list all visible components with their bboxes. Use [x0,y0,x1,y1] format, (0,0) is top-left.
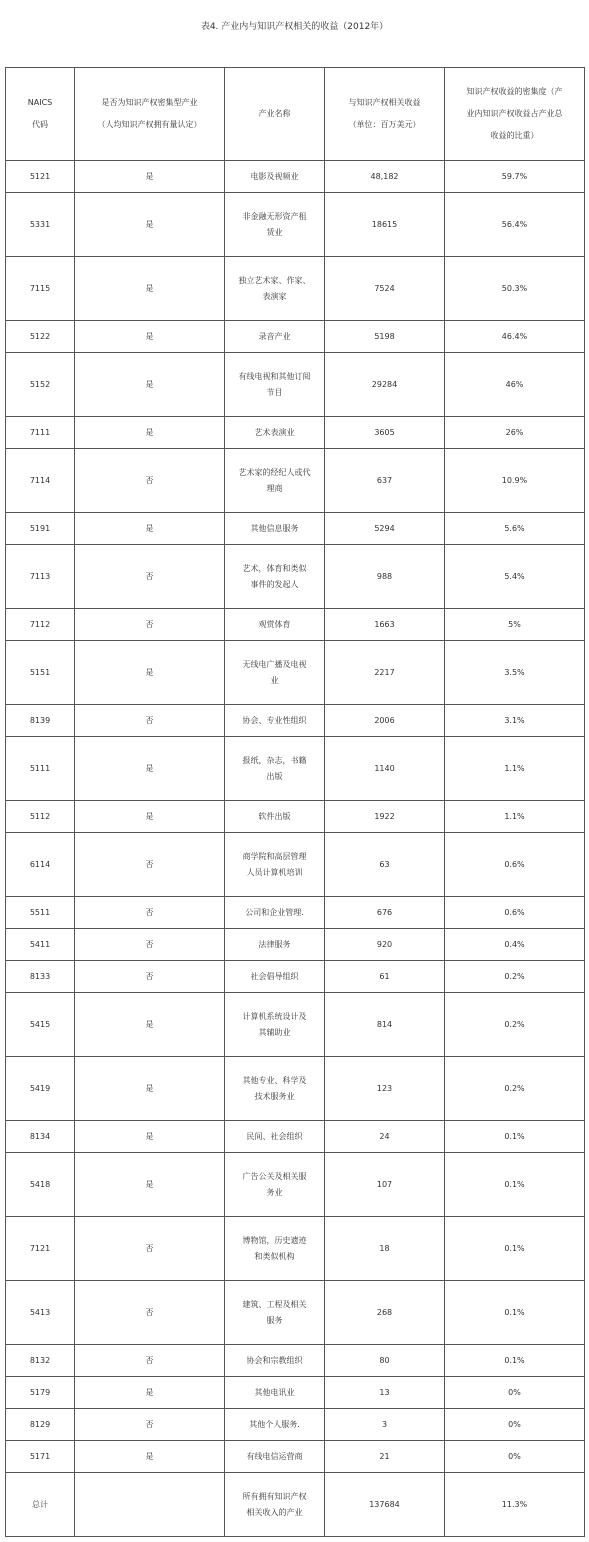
industry-name-cell [225,1121,325,1153]
ip-revenue-cell: 920 [325,929,445,961]
table-row [6,609,585,641]
ip-intensive-cell: 否 [75,929,225,961]
ip-intensive-cell: 是 [75,993,225,1057]
industry-name-line: 法律服务 [258,939,291,949]
table-row [6,961,585,993]
industry-name-line: 务业 [266,1187,283,1197]
industry-name-line: 无线电广播及电视 [242,659,307,669]
ip-revenue-cell: 5294 [325,513,445,545]
industry-name-line: 所有拥有知识产权 [242,1491,307,1501]
table-row [6,161,585,193]
industry-name-line: 报纸，杂志，书籍 [242,755,307,765]
ip-revenue-cell: 676 [325,897,445,929]
table-row [6,1281,585,1345]
naics-code-cell: 7113 [6,545,75,609]
table-row [6,897,585,929]
industry-name-line: 艺术，体育和类似 [242,563,307,573]
header-revenue-line1: 与知识产权相关收益 [348,98,421,107]
industry-name-line: 有线电信运营商 [246,1451,303,1461]
ip-revenue-cell: 123 [325,1057,445,1121]
ip-intensive-cell: 是 [75,353,225,417]
ip-revenue-cell: 5198 [325,321,445,353]
industry-name-line: 建筑、工程及相关 [242,1299,307,1309]
ip-revenue-cell: 1663 [325,609,445,641]
header-naics-code [6,68,75,161]
ip-intensive-cell: 否 [75,897,225,929]
industry-name-cell [225,1345,325,1377]
ip-density-cell: 0.6% [445,833,585,897]
industry-name-line: 其他个人服务. [249,1419,300,1429]
industry-name-line: 其他专业、科学及 [242,1075,307,1085]
industry-name-line: 相关收入的产业 [246,1507,303,1517]
ip-density-cell: 5.6% [445,513,585,545]
industry-name-cell [225,801,325,833]
industry-name-line: 电影及视频业 [250,171,299,181]
industry-name-cell [225,705,325,737]
industry-name-cell [225,321,325,353]
industry-name-line: 公司和企业管理. [245,907,304,917]
table-row [6,417,585,449]
ip-density-cell: 3.1% [445,705,585,737]
industry-name-line: 非金融无形资产租 [242,211,307,221]
industry-name-cell [225,737,325,801]
table-row [6,929,585,961]
table-row [6,257,585,321]
ip-revenue-cell: 18615 [325,193,445,257]
ip-density-cell: 0.6% [445,897,585,929]
ip-revenue-cell: 107 [325,1153,445,1217]
industry-name-cell [225,1281,325,1345]
naics-code-cell: 5191 [6,513,75,545]
industry-name-line: 业 [270,675,279,685]
ip-revenue-cell: 137684 [325,1473,445,1537]
ip-density-cell: 46.4% [445,321,585,353]
industry-name-cell [225,1153,325,1217]
naics-code-cell: 8132 [6,1345,75,1377]
industry-name-cell [225,1441,325,1473]
ip-intensive-cell: 否 [75,449,225,513]
header-industry-label: 产业名称 [258,109,291,118]
industry-name-line: 协会、专业性组织 [242,715,307,725]
header-ip-intensive-line2: （人均知识产权拥有量认定） [97,120,202,129]
table-row [6,1121,585,1153]
table-row [6,1441,585,1473]
naics-code-cell: 5179 [6,1377,75,1409]
ip-intensive-cell: 是 [75,193,225,257]
industry-name-cell [225,1473,325,1537]
naics-code-cell: 5413 [6,1281,75,1345]
naics-code-cell: 5331 [6,193,75,257]
naics-code-cell: 7111 [6,417,75,449]
table-row [6,1377,585,1409]
header-ip-density [445,68,585,161]
naics-code-cell: 6114 [6,833,75,897]
naics-code-cell: 5112 [6,801,75,833]
ip-intensive-cell: 否 [75,1281,225,1345]
ip-density-cell: 46% [445,353,585,417]
ip-revenue-cell: 1140 [325,737,445,801]
table-row [6,1345,585,1377]
ip-density-cell: 26% [445,417,585,449]
table-row [6,449,585,513]
ip-density-cell: 0.1% [445,1121,585,1153]
ip-density-cell: 3.5% [445,641,585,705]
ip-revenue-cell: 13 [325,1377,445,1409]
industry-name-line: 表演家 [262,291,287,301]
industry-name-cell [225,833,325,897]
industry-name-cell [225,513,325,545]
ip-density-cell: 56.4% [445,193,585,257]
table-row [6,321,585,353]
ip-revenue-cell: 268 [325,1281,445,1345]
ip-revenue-cell: 3 [325,1409,445,1441]
industry-name-line: 和类似机构 [254,1251,295,1261]
table-row [6,193,585,257]
ip-intensive-cell: 否 [75,1217,225,1281]
ip-intensive-cell: 是 [75,1377,225,1409]
ip-revenue-cell: 2006 [325,705,445,737]
ip-revenue-cell: 814 [325,993,445,1057]
naics-code-cell: 5418 [6,1153,75,1217]
ip-density-cell: 50.3% [445,257,585,321]
industry-name-cell [225,417,325,449]
header-density-line3: 收益的比重） [490,131,539,140]
naics-code-cell: 5511 [6,897,75,929]
ip-intensive-cell: 否 [75,545,225,609]
ip-revenue-cell: 29284 [325,353,445,417]
header-naics-line2: 代码 [32,120,48,129]
industry-name-cell [225,161,325,193]
ip-density-cell: 0.1% [445,1345,585,1377]
ip-intensive-cell: 否 [75,1345,225,1377]
industry-name-line: 事件的发起人 [250,579,299,589]
naics-code-cell: 5151 [6,641,75,705]
ip-density-cell: 0.1% [445,1217,585,1281]
industry-name-line: 民间、社会组织 [246,1131,303,1141]
ip-revenue-cell: 18 [325,1217,445,1281]
industry-name-cell [225,449,325,513]
ip-revenue-cell: 80 [325,1345,445,1377]
ip-revenue-cell: 63 [325,833,445,897]
ip-density-cell: 0.1% [445,1153,585,1217]
ip-revenue-cell: 7524 [325,257,445,321]
industry-name-line: 艺术家的经纪人或代 [238,467,311,477]
ip-revenue-cell: 61 [325,961,445,993]
industry-name-cell [225,1409,325,1441]
ip-intensive-cell: 否 [75,961,225,993]
industry-name-cell [225,1057,325,1121]
industry-name-line: 其他电讯业 [254,1387,295,1397]
table-row [6,737,585,801]
industry-name-line: 其他信息服务 [250,523,299,533]
industry-name-cell [225,257,325,321]
ip-density-cell: 0% [445,1377,585,1409]
ip-intensive-cell: 是 [75,257,225,321]
naics-code-cell: 5415 [6,993,75,1057]
industry-name-line: 社会倡导组织 [250,971,299,981]
table-row [6,801,585,833]
table-row [6,353,585,417]
naics-code-cell: 5411 [6,929,75,961]
ip-intensive-cell: 否 [75,1409,225,1441]
ip-intensive-cell: 是 [75,737,225,801]
header-ip-intensive-line1: 是否为知识产权密集型产业 [101,98,198,107]
header-ip-revenue [325,68,445,161]
header-density-line2: 业内知识产权收益占产业总 [466,109,563,118]
ip-density-cell: 0.2% [445,1057,585,1121]
naics-code-cell: 5171 [6,1441,75,1473]
industry-name-line: 录音产业 [258,331,291,341]
industry-name-line: 软件出版 [258,811,291,821]
industry-name-cell [225,193,325,257]
ip-density-cell: 0% [445,1409,585,1441]
naics-code-cell: 5152 [6,353,75,417]
ip-density-cell: 1.1% [445,737,585,801]
industry-name-cell [225,641,325,705]
ip-intensive-cell: 否 [75,609,225,641]
ip-revenue-cell: 48,182 [325,161,445,193]
ip-intensive-cell: 是 [75,513,225,545]
ip-intensive-cell: 是 [75,161,225,193]
industry-name-line: 观赏体育 [258,619,291,629]
ip-revenue-cell: 2217 [325,641,445,705]
industry-name-line: 广告公关及相关服 [242,1171,307,1181]
industry-name-line: 艺术表演业 [254,427,295,437]
industry-name-cell [225,545,325,609]
ip-intensive-cell [75,1473,225,1537]
table-title: 表4. 产业内与知识产权相关的收益（2012年） [200,22,389,32]
industry-name-cell [225,609,325,641]
ip-revenue-cell: 988 [325,545,445,609]
ip-density-cell: 0.1% [445,1281,585,1345]
ip-intensive-cell: 否 [75,705,225,737]
naics-code-cell: 8134 [6,1121,75,1153]
industry-name-cell [225,929,325,961]
industry-name-line: 赁业 [266,227,283,237]
ip-density-cell: 11.3% [445,1473,585,1537]
ip-intensive-cell: 是 [75,641,225,705]
header-revenue-line2: （单位：百万美元） [348,120,421,129]
header-density-line1: 知识产权收益的密集度（产 [466,87,563,96]
table-row [6,641,585,705]
header-ip-intensive [75,68,225,161]
naics-code-cell: 8139 [6,705,75,737]
header-industry-name [225,68,325,161]
industry-name-line: 商学院和高层管理 [242,851,307,861]
table-row [6,545,585,609]
industry-name-line: 节目 [266,387,283,397]
naics-code-cell: 7114 [6,449,75,513]
industry-name-line: 出版 [266,771,283,781]
industry-name-cell [225,897,325,929]
industry-name-line: 有线电视和其他订阅 [238,371,311,381]
naics-code-cell: 8133 [6,961,75,993]
ip-intensive-cell: 是 [75,1441,225,1473]
table-row [6,1153,585,1217]
naics-code-cell: 7112 [6,609,75,641]
ip-intensive-cell: 是 [75,1121,225,1153]
table-row [6,513,585,545]
naics-code-cell: 5419 [6,1057,75,1121]
ip-revenue-cell: 24 [325,1121,445,1153]
industry-name-cell [225,961,325,993]
industry-name-line: 技术服务业 [254,1091,295,1101]
table-row [6,705,585,737]
ip-density-cell: 0% [445,1441,585,1473]
industry-name-line: 其辅助业 [258,1027,291,1037]
industry-name-line: 博物馆，历史遗迹 [242,1235,307,1245]
table-row [6,1473,585,1537]
ip-intensive-cell: 是 [75,1057,225,1121]
ip-density-cell: 0.2% [445,961,585,993]
naics-code-cell: 5111 [6,737,75,801]
ip-density-cell: 0.2% [445,993,585,1057]
ip-density-cell: 59.7% [445,161,585,193]
ip-intensive-cell: 否 [75,833,225,897]
ip-density-cell: 1.1% [445,801,585,833]
industry-name-line: 服务 [266,1315,283,1325]
naics-code-cell: 5122 [6,321,75,353]
naics-code-cell: 7121 [6,1217,75,1281]
ip-density-cell: 0.4% [445,929,585,961]
industry-name-cell [225,1377,325,1409]
ip-density-cell: 10.9% [445,449,585,513]
naics-code-cell: 总计 [6,1473,75,1537]
ip-intensive-cell: 是 [75,1153,225,1217]
ip-intensive-cell: 是 [75,417,225,449]
industry-name-line: 计算机系统设计及 [242,1011,307,1021]
ip-revenue-cell: 637 [325,449,445,513]
table-row [6,1057,585,1121]
industry-name-line: 独立艺术家、作家、 [238,275,311,285]
ip-revenue-cell: 3605 [325,417,445,449]
ip-density-cell: 5.4% [445,545,585,609]
naics-code-cell: 8129 [6,1409,75,1441]
industry-name-line: 协会和宗教组织 [246,1355,303,1365]
industry-name-line: 理商 [266,483,283,493]
industry-name-cell [225,993,325,1057]
table-row [6,1409,585,1441]
table-row [6,833,585,897]
ip-revenue-cell: 21 [325,1441,445,1473]
ip-density-cell: 5% [445,609,585,641]
ip-revenue-cell: 1922 [325,801,445,833]
ip-intensive-cell: 是 [75,801,225,833]
industry-name-line: 人员计算机培训 [246,867,303,877]
naics-code-cell: 7115 [6,257,75,321]
table-row [6,1217,585,1281]
ip-revenue-table [5,67,585,1537]
industry-name-cell [225,353,325,417]
table-header-row [6,68,585,161]
table-body [6,161,585,1537]
table-row [6,993,585,1057]
ip-intensive-cell: 是 [75,321,225,353]
header-naics-line1: NAICS [27,98,53,107]
naics-code-cell: 5121 [6,161,75,193]
industry-name-cell [225,1217,325,1281]
